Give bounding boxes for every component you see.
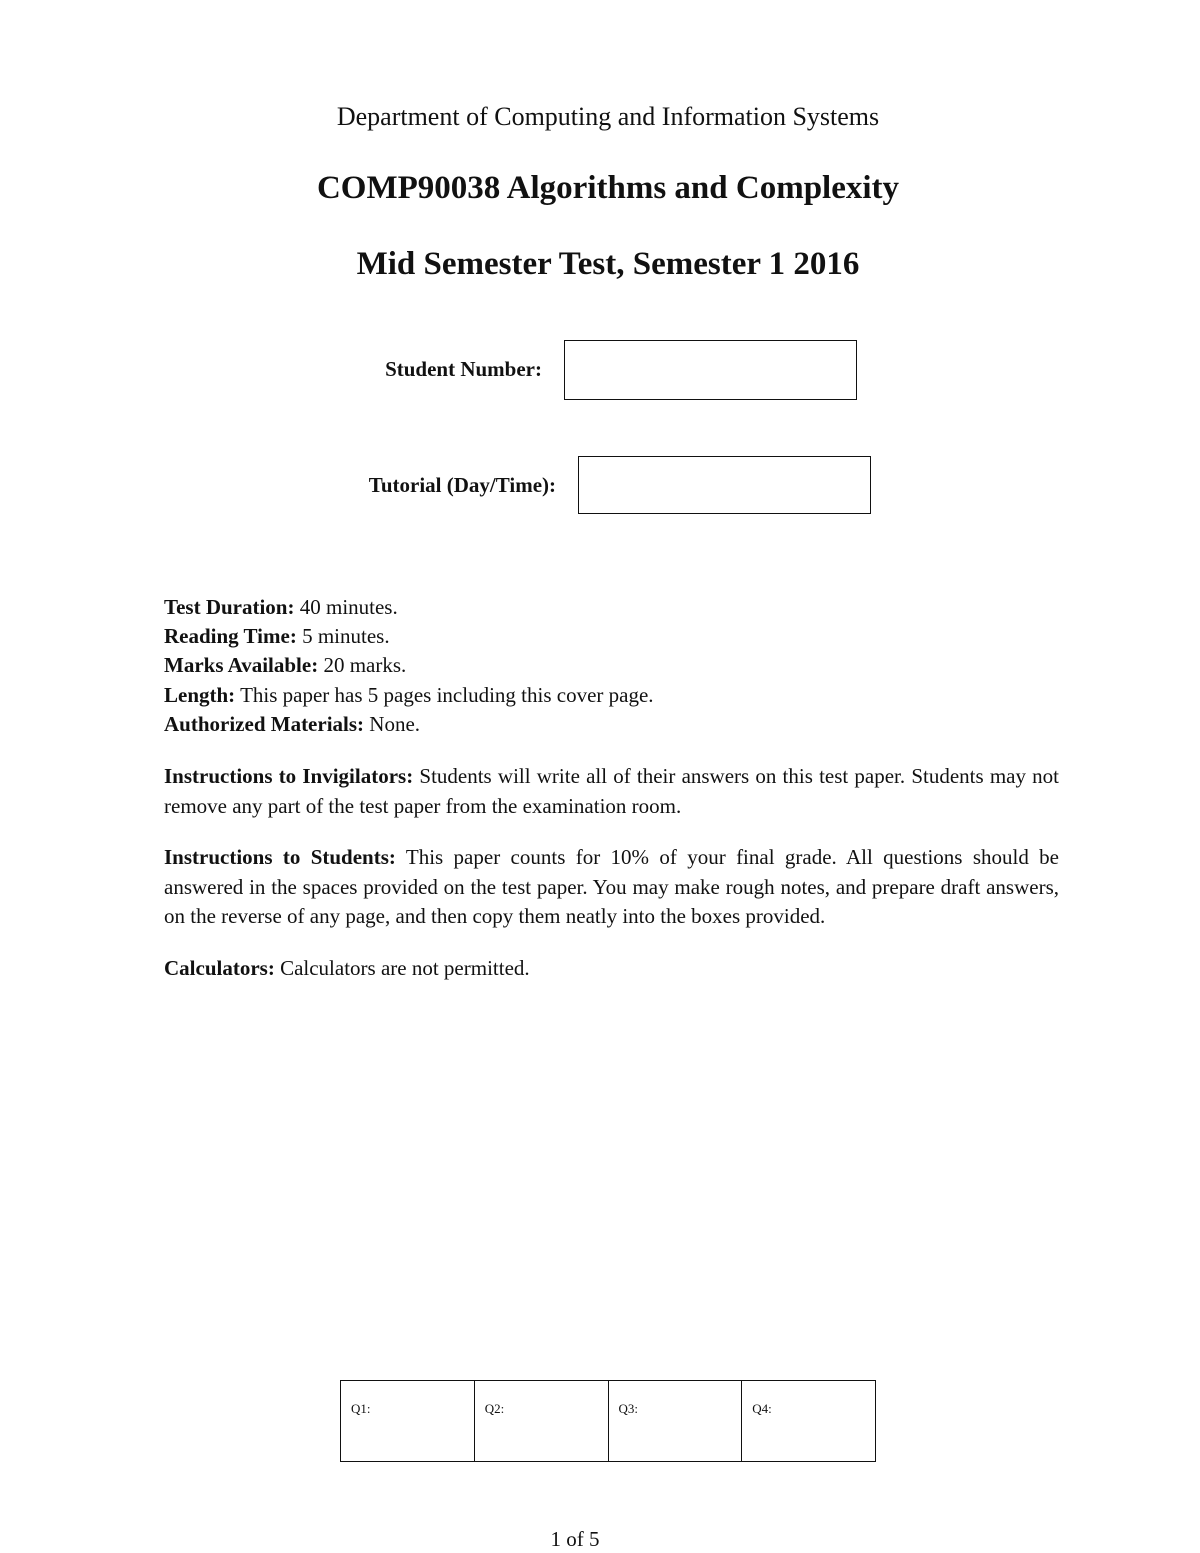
info-label: Reading Time: — [164, 624, 297, 649]
invigilator-instructions-label: Instructions to Invigilators: — [164, 764, 414, 788]
student-number-label: Student Number: — [385, 357, 542, 381]
info-line — [164, 651, 1064, 680]
score-cell-q1[interactable] — [341, 1381, 475, 1461]
info-label: Marks Available: — [164, 653, 319, 678]
info-line — [164, 622, 1064, 651]
score-label: Q1: — [351, 1401, 371, 1416]
info-value: None. — [369, 711, 421, 736]
score-label: Q4: — [752, 1401, 772, 1416]
info-line — [164, 593, 1064, 622]
info-value: 40 minutes. — [299, 595, 398, 619]
department-heading: Department of Computing and Information Systems — [336, 102, 880, 131]
score-cell-q4[interactable] — [742, 1381, 875, 1461]
test-info — [164, 593, 1064, 739]
info-line — [164, 710, 1064, 739]
student-instructions-text: This paper counts for 10% of your final grade. All questions should be answered in the spaces provided on the test paper. You may make rough notes, and prepare draft answers, on the reverse of any page, and then copy them neatly into the boxes provided. — [164, 845, 1060, 929]
student-number-box[interactable] — [564, 340, 857, 400]
tutorial-label: Tutorial (Day/Time): — [368, 473, 556, 497]
score-cell-q3[interactable] — [609, 1381, 743, 1461]
page-number: 1 of 5 — [550, 1527, 600, 1551]
calculators-text: Calculators are not permitted. — [280, 956, 530, 980]
info-label: Test Duration: — [164, 595, 295, 619]
calculators-note — [164, 954, 1059, 984]
invigilator-instructions-text: Students will write all of their answers on this test paper. Students may not remove any part of the test paper from the examination room. — [164, 764, 1059, 818]
info-value: 20 marks. — [323, 653, 407, 678]
course-title: COMP90038 Algorithms and Complexity — [316, 170, 900, 206]
invigilator-instructions — [164, 762, 1059, 821]
tutorial-box[interactable] — [578, 456, 871, 514]
info-line — [164, 681, 1064, 710]
test-title: Mid Semester Test, Semester 1 2016 — [356, 246, 860, 282]
student-instructions — [164, 843, 1059, 932]
calculators-label: Calculators: — [164, 956, 275, 980]
info-value: 5 minutes. — [302, 624, 390, 649]
score-label: Q3: — [618, 1401, 638, 1416]
score-cell-q2[interactable] — [475, 1381, 609, 1461]
score-label: Q2: — [484, 1401, 505, 1416]
student-instructions-label: Instructions to Students: — [164, 845, 396, 869]
info-label: Length: — [164, 682, 236, 707]
score-table — [340, 1380, 876, 1462]
info-label: Authorized Materials: — [164, 711, 365, 736]
info-value: This paper has 5 pages including this cover page. — [240, 682, 654, 707]
